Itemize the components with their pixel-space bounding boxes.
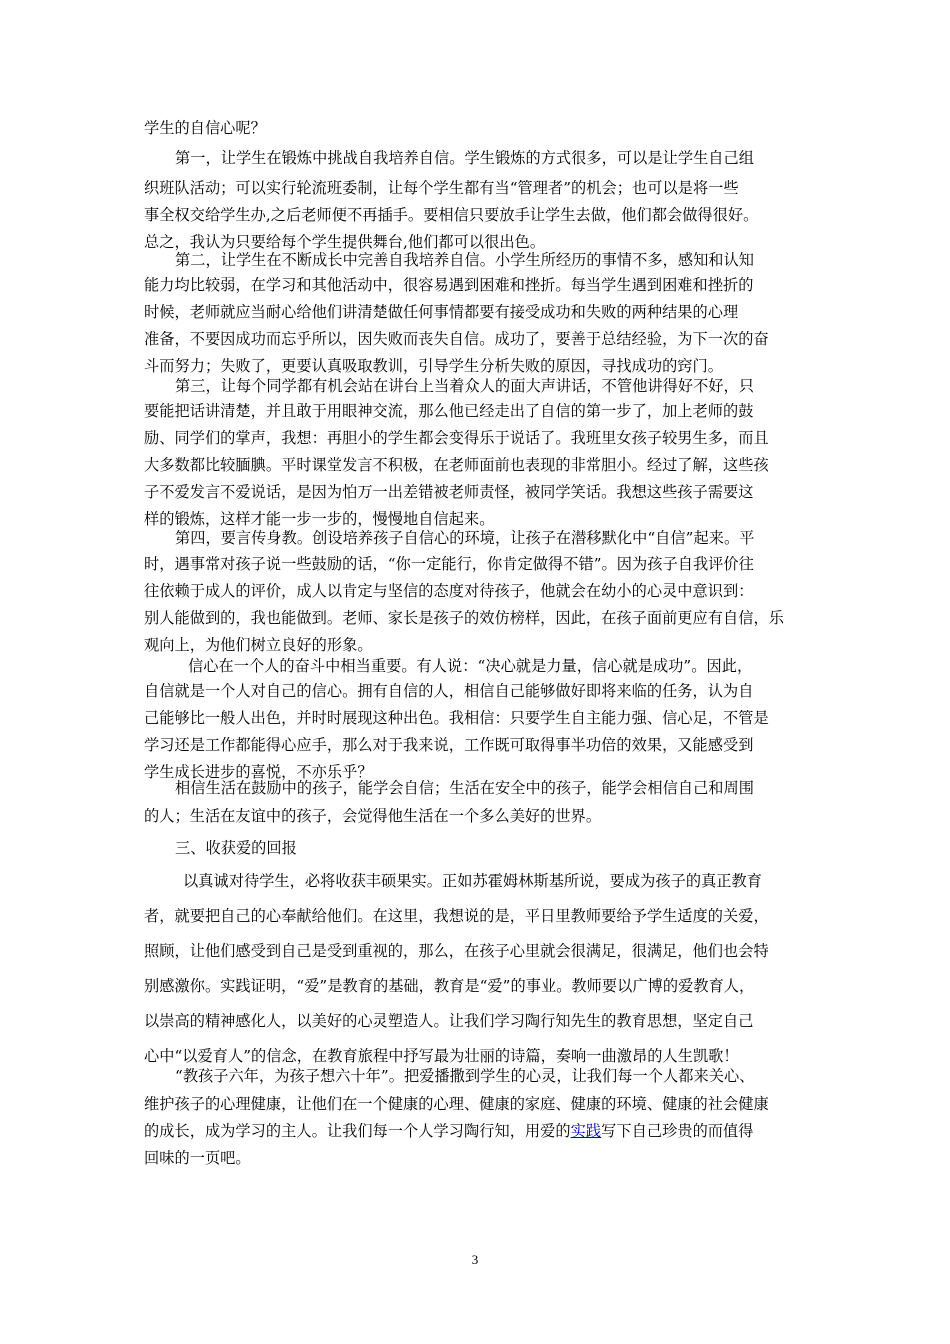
text-line: 者，就要把自己的心奉献给他们。在这里，我想说的是，平日里教师要给予学生适度的关爱， (144, 907, 769, 925)
text-line: 第三，让每个同学都有机会站在讲台上当着众人的面大声讲话，不管他讲得好不好，只 (175, 377, 755, 395)
text-line (144, 1121, 754, 1141)
text-line: 总之，我认为只要给每个学生提供舞台,他们都可以很出色。 (144, 233, 546, 251)
text-line: 己能够比一般人出色，并时时展现这种出色。我相信：只要学生自主能力强、信心足，不管是 (144, 709, 769, 727)
text-line: 照顾，让他们感受到自己是受到重视的，那么，在孩子心里就会很满足，很满足，他们也会特 (144, 942, 769, 960)
text-segment: 写下自己珍贵的而值得 (601, 1122, 754, 1140)
text-line: 织班队活动；可以实行轮流班委制，让每个学生都有当“管理者”的机会；也可以是将一些 (144, 179, 739, 197)
page-number: 3 (471, 1252, 479, 1267)
text-line: 学生的自信心呢？ (144, 119, 266, 137)
text-line: 学生成长进步的喜悦，不亦乐乎？ (144, 763, 373, 781)
text-line: 学习还是工作都能得心应手，那么对于我来说，工作既可取得事半功倍的效果，又能感受到 (144, 736, 754, 754)
section-heading: 三、收获爱的回报 (175, 839, 297, 857)
text-line: 相信生活在鼓励中的孩子，能学会自信；生活在安全中的孩子，能学会相信自己和周围 (175, 779, 755, 797)
text-line: 第一，让学生在锻炼中挑战自我培养自信。学生锻炼的方式很多，可以是让学生自己组 (175, 149, 755, 167)
text-line: 别人能做到的，我也能做到。老师、家长是孩子的效仿榜样，因此，在孩子面前更应有自信，乐 (144, 609, 784, 627)
text-line: 准备，不要因成功而忘乎所以，因失败而丧失自信。成功了，要善于总结经验，为下一次的奋 (144, 330, 769, 348)
text-segment: 的成长，成为学习的主人。让我们每一个人学习陶行知，用爱的 (144, 1122, 571, 1140)
text-line: 别感激你。实践证明，“爱”是教育的基础，教育是“爱”的事业。教师要以广博的爱教育人， (144, 977, 755, 995)
text-line: 观向上，为他们树立良好的形象。 (144, 636, 373, 654)
text-line: 事全权交给学生办,之后老师便不再插手。要相信只要放手让学生去做，他们都会做得很好。 (144, 206, 759, 224)
text-line: 时候，老师就应当耐心给他们讲清楚做任何事情都要有接受成功和失败的两种结果的心理 (144, 303, 739, 321)
text-line: 大多数都比较腼腆。平时课堂发言不积极，在老师面前也表现的非常胆小。经过了解，这些孩 (144, 456, 769, 474)
text-line: 自信就是一个人对自己的信心。拥有自信的人，相信自己能够做好即将来临的任务，认为自 (144, 682, 754, 700)
text-line: 往依赖于成人的评价，成人以肯定与坚信的态度对待孩子，他就会在幼小的心灵中意识到： (144, 582, 754, 600)
text-line: 信心在一个人的奋斗中相当重要。有人说：“决心就是力量，信心就是成功”。因此， (188, 657, 753, 675)
practice-link[interactable]: 实践 (570, 1122, 602, 1140)
text-line: 斗而努力；失败了，更要认真吸取教训，引导学生分析失败的原因，寻找成功的窍门。 (144, 357, 724, 375)
text-line: 能力均比较弱，在学习和其他活动中，很容易遇到困难和挫折。每当学生遇到困难和挫折的 (144, 276, 754, 294)
text-line: 维护孩子的心理健康，让他们在一个健康的心理、健康的家庭、健康的环境、健康的社会健康 (144, 1095, 769, 1113)
text-line: 励、同学们的掌声，我想：再胆小的学生都会变得乐于说话了。我班里女孩子较男生多，而且 (144, 429, 769, 447)
text-line: 样的锻炼，这样才能一步一步的，慢慢地自信起来。 (144, 510, 495, 528)
text-line: 要能把话讲清楚，并且敢于用眼神交流，那么他已经走出了自信的第一步了，加上老师的鼓 (144, 402, 754, 420)
text-line: 子不爱发言不爱说话，是因为怕万一出差错被老师责怪，被同学笑话。我想这些孩子需要这 (144, 483, 754, 501)
text-line: 时，遇事常对孩子说一些鼓励的话，“你一定能行，你肯定做得不错”。因为孩子自我评价往 (144, 555, 754, 573)
text-line: “教孩子六年，为孩子想六十年”。把爱播撒到学生的心灵，让我们每一个人都来关心、 (175, 1067, 755, 1085)
text-line: 的人；生活在友谊中的孩子，会觉得他生活在一个多么美好的世界。 (144, 807, 602, 825)
text-line: 第二，让学生在不断成长中完善自我培养自信。小学生所经历的事情不多，感知和认知 (175, 251, 755, 269)
text-line: 心中“以爱育人”的信念，在教育旅程中抒写最为壮丽的诗篇，奏响一曲激昂的人生凯歌！ (144, 1047, 739, 1065)
text-line: 以真诚对待学生，必将收获丰硕果实。正如苏霍姆林斯基所说，要成为孩子的真正教育 (183, 872, 763, 890)
text-line: 第四，要言传身教。创设培养孩子自信心的环境，让孩子在潜移默化中“自信”起来。平 (175, 529, 755, 547)
text-line: 以崇高的精神感化人，以美好的心灵塑造人。让我们学习陶行知先生的教育思想，坚定自己 (144, 1012, 754, 1030)
text-line: 回味的一页吧。 (144, 1149, 251, 1167)
